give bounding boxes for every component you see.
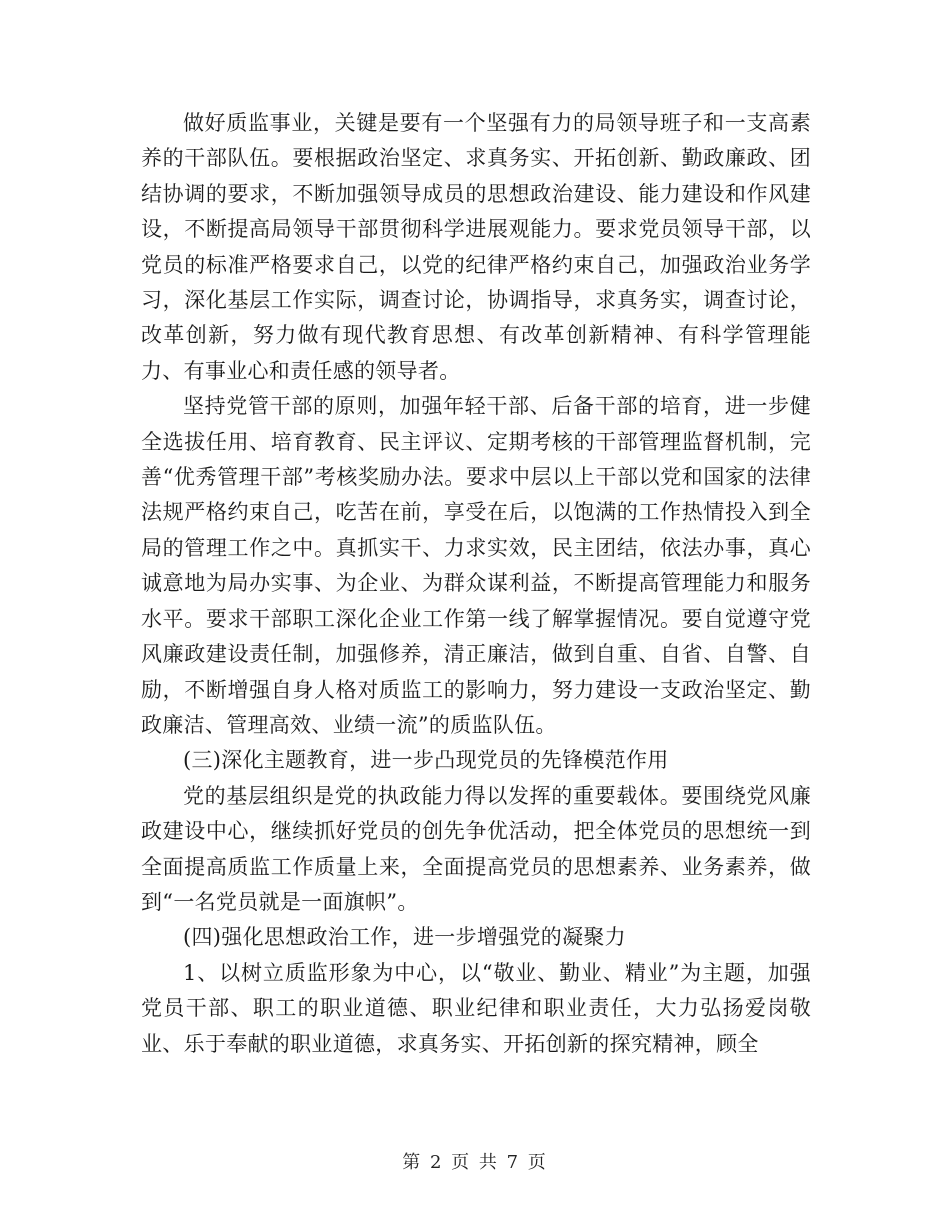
section-heading-3: (三)深化主题教育，进一步凸现党员的先锋模范作用 (183, 748, 669, 773)
document-body (141, 106, 811, 1062)
paragraph-item-1: 1、以树立质监形象为中心，以“敬业、勤业、精业”为主题，加强党员干部、职工的职业道德、职业纪律和职业责任，大力弘扬爱岗敬业、乐于奉献的职业道德，求真务实、开拓创新的探究精神，顾全 (141, 960, 811, 1056)
section-heading-4: (四)强化思想政治工作，进一步增强党的凝聚力 (183, 925, 626, 950)
page-number-footer: 第 2 页 共 7 页 (402, 1152, 548, 1173)
paragraph-leadership: 做好质监事业，关键是要有一个坚强有力的局领导班子和一支高素养的干部队伍。要根据政治坚定、求真务实、开拓创新、勤政廉政、团结协调的要求，不断加强领导成员的思想政治建设、能力建设和作风建设，不断提高局领导干部贯彻科学进展观能力。要求党员领导干部，以党员的标准严格要求自己，以党的纪律严格约束自己，加强政治业务学习，深化基层工作实际，调查讨论，协调指导，求真务实，调查讨论，改革创新，努力做有现代教育思想、有改革创新精神、有科学管理能力、有事业心和责任感的领导者。 (141, 111, 811, 383)
paragraph-party-organization: 党的基层组织是党的执政能力得以发挥的重要载体。要围绕党风廉政建设中心，继续抓好党员的创先争优活动，把全体党员的思想统一到全面提高质监工作质量上来，全面提高党员的思想素养、业务素养，做到“一名党员就是一面旗帜”。 (141, 783, 811, 914)
paragraph-cadre-management: 坚持党管干部的原则，加强年轻干部、后备干部的培育，进一步健全选拔任用、培育教育、民主评议、定期考核的干部管理监督机制，完善“优秀管理干部”考核奖励办法。要求中层以上干部以党和国家的法律法规严格约束自己，吃苦在前，享受在后，以饱满的工作热情投入到全局的管理工作之中。真抓实干、力求实效，民主团结，依法办事，真心诚意地为局办实事、为企业、为群众谋利益，不断提高管理能力和服务水平。要求干部职工深化企业工作第一线了解掌握情况。要自觉遵守党风廉政建设责任制，加强修养，清正廉洁，做到自重、自省、自警、自励，不断增强自身人格对质监工的影响力，努力建设一支政治坚定、勤政廉洁、管理高效、业绩一流”的质监队伍。 (141, 394, 811, 737)
